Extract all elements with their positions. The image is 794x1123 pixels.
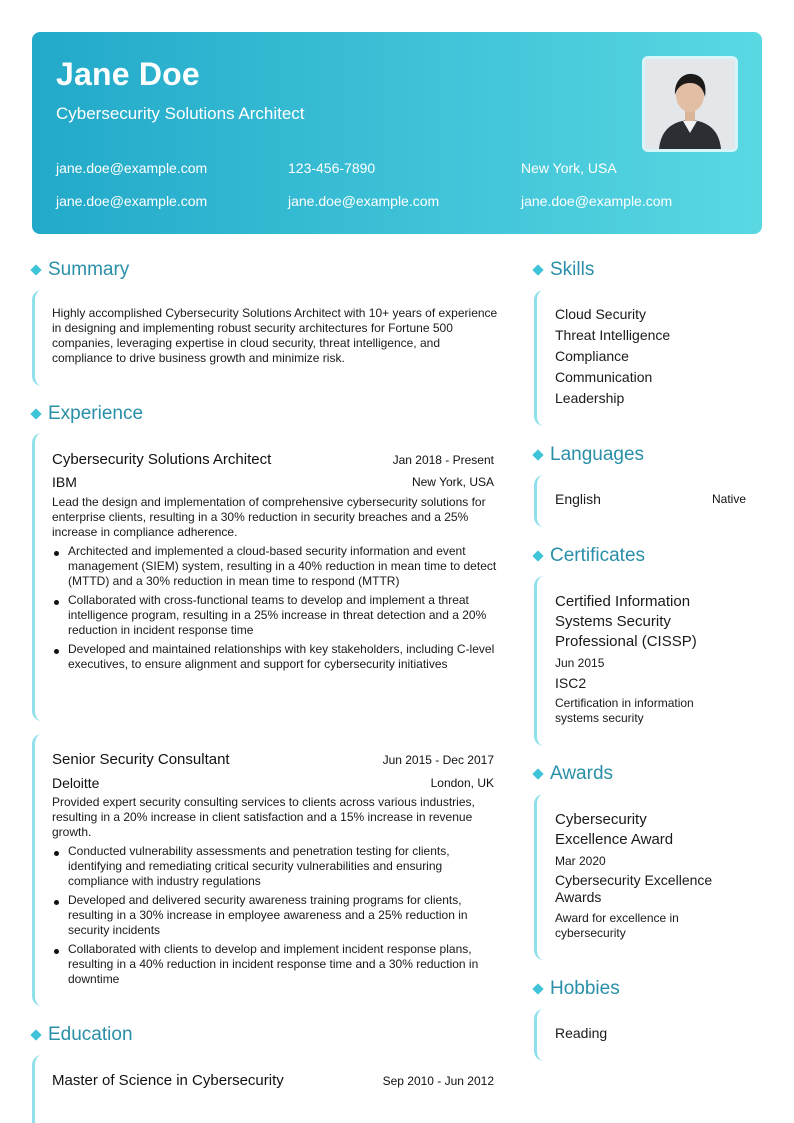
diamond-icon [532,983,543,994]
section-title: Awards [550,763,614,784]
certificate-description: Certification in information systems security [555,696,694,725]
contact-email-3[interactable]: jane.doe@example.com [288,193,440,209]
diamond-icon [30,408,41,419]
education-heading [32,1024,133,1046]
list-item: Developed and delivered security awareness training programs for clients, resulting in a 30% increase in employee awareness and a 25% reduction in security incidents [52,893,498,938]
company-name: IBM [52,474,77,490]
hobby-item: Reading [555,1025,608,1041]
job-description: Provided expert security consulting services to clients across various industries, resulting in a 20% increase in client satisfaction and a 15% increase in revenue growth. [52,795,475,839]
job-dates: Jun 2015 - Dec 2017 [382,753,494,767]
section-title: Skills [550,259,595,280]
job-location: New York, USA [411,475,494,489]
skills-list [555,304,670,409]
section-title: Certificates [550,545,646,566]
job-title: Cybersecurity Solutions Architect [52,451,272,468]
skill-item: Communication [555,369,653,385]
section-title: Education [48,1024,133,1045]
summary-heading [32,259,129,281]
job-dates: Jan 2018 - Present [392,453,494,467]
diamond-icon [30,264,41,275]
award-description: Award for excellence in cybersecurity [555,911,679,940]
hobbies-heading [534,978,620,1000]
contact-email-4[interactable]: jane.doe@example.com [521,193,673,209]
job-description: Lead the design and implementation of comprehensive cybersecurity solutions for enterprise clients, resulting in a 30% reduction in security breaches and a 25% increase in compliance adherence. [52,495,486,539]
diamond-icon [30,1029,41,1040]
job-bullets [52,844,498,991]
experience-entry [32,734,497,1006]
skill-item: Threat Intelligence [555,327,671,343]
diamond-icon [532,768,543,779]
job-title: Senior Security Consultant [52,751,230,768]
hobbies-block [534,1009,762,1061]
awards-heading [534,763,613,785]
award-issuer: Cybersecurity Excellence Awards [555,872,713,905]
resume-header [32,32,762,234]
portrait-image [645,59,735,149]
education-dates: Sep 2010 - Jun 2012 [382,1074,494,1088]
award-name: Cybersecurity Excellence Award [555,811,674,848]
list-item: Developed and maintained relationships with key stakeholders, including C-level executives, to ensure alignment and support for cybersecurity initiatives [52,642,498,672]
education-entry [32,1055,497,1123]
experience-heading [32,403,143,425]
section-title: Experience [48,403,144,424]
certificates-heading [534,545,645,567]
list-item: Architected and implemented a cloud-based security information and event management (SIEM) system, resulting in a 40% reduction in mean time to detect (MTTD) and a 30% reduction in mean time to respond (MTTR) [52,544,498,589]
list-item: Conducted vulnerability assessments and penetration testing for clients, identifying and remediating critical security vulnerabilities and ensuring compliance with industry regulations [52,844,498,889]
certificate-date: Jun 2015 [555,656,605,670]
skills-heading [534,259,594,281]
skill-item: Cloud Security [555,306,647,322]
languages-heading [534,444,644,466]
certificate-entry [534,576,762,746]
summary-text: Highly accomplished Cybersecurity Solutions Architect with 10+ years of experience in designing and implementing robust security architectures for Fortune 500 companies, leveraging expertise in cloud security, threat intelligence, and compliance to drive business growth and minimize risk. [52,306,498,365]
diamond-icon [532,550,543,561]
profile-photo [642,56,738,152]
languages-block [534,475,762,527]
language-name: English [555,491,601,507]
job-location: London, UK [430,776,494,790]
candidate-title: Cybersecurity Solutions Architect [56,104,305,123]
company-name: Deloitte [52,775,100,791]
certificate-name: Certified Information Systems Security Professional (CISSP) [555,593,697,650]
contact-phone[interactable]: 123-456-7890 [288,160,376,176]
summary-block [32,290,497,386]
skill-item: Compliance [555,348,629,364]
list-item: Collaborated with cross-functional teams to develop and implement a threat intelligence program, resulting in a 25% increase in threat detection and a 20% reduction in incident response time [52,593,498,638]
section-title: Summary [48,259,130,280]
diamond-icon [532,264,543,275]
job-bullets [52,544,498,676]
contact-location: New York, USA [521,160,617,176]
degree-title: Master of Science in Cybersecurity [52,1072,284,1089]
certificate-issuer: ISC2 [555,675,587,691]
language-level: Native [711,492,746,506]
list-item: Collaborated with clients to develop and implement incident response plans, resulting in a 40% reduction in incident response time and a 30% reduction in downtime [52,942,498,987]
contact-email-2[interactable]: jane.doe@example.com [56,193,208,209]
skills-block [534,290,762,426]
award-entry [534,794,762,960]
experience-entry [32,433,497,721]
diamond-icon [532,449,543,460]
candidate-name: Jane Doe [56,56,200,92]
award-date: Mar 2020 [555,854,606,868]
section-title: Languages [550,444,645,465]
skill-item: Leadership [555,390,625,406]
contact-email[interactable]: jane.doe@example.com [56,160,208,176]
section-title: Hobbies [550,978,620,999]
